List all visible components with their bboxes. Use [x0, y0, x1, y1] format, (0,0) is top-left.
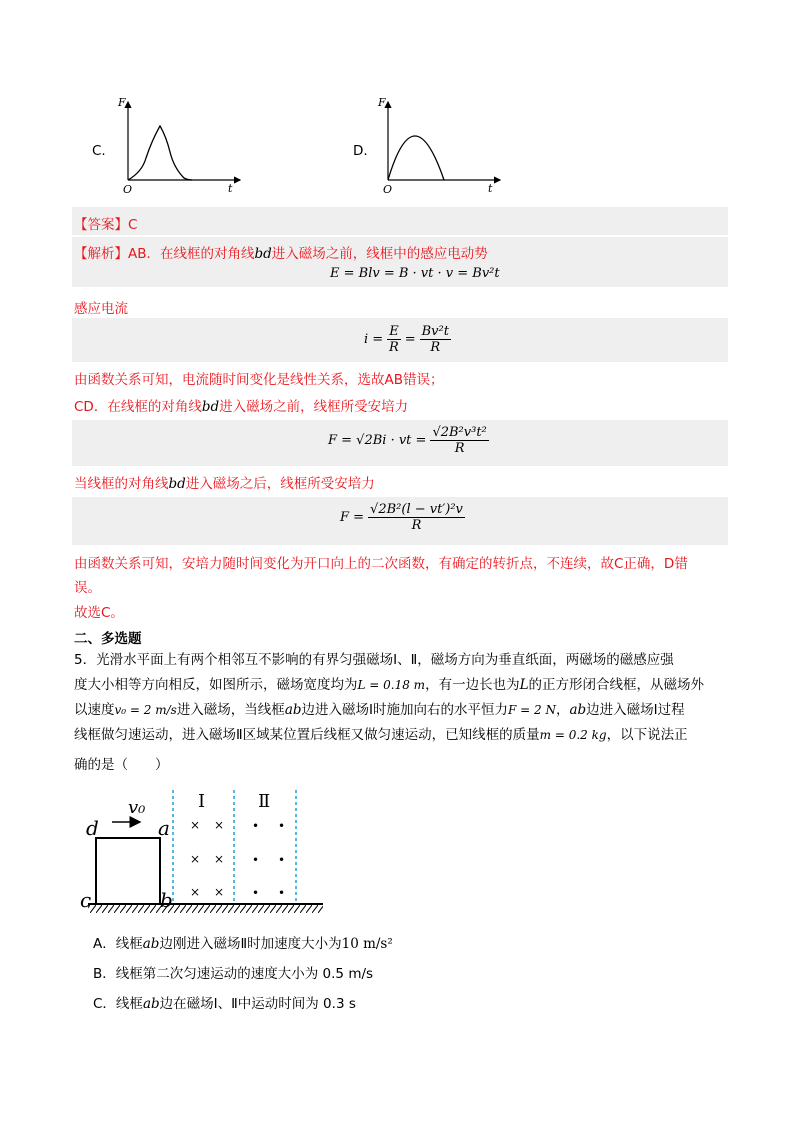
analysis-line-cd: CD．在线框的对角线bd进入磁场之前，线框所受安培力 — [74, 399, 409, 415]
option-a[interactable]: A．线框ab边刚进入磁场Ⅱ时加速度大小为10 m/s² — [93, 936, 393, 952]
corner-a: a — [158, 816, 170, 840]
conclusion-ab: 由函数关系可知，电流随时间变化是线性关系，选故AB错误； — [74, 372, 444, 388]
cross-mark: × — [214, 818, 225, 832]
q5-line-5: 确的是（ ） — [74, 757, 169, 773]
option-b[interactable]: B．线框第二次匀速运动的速度大小为 0.5 m/s — [93, 966, 374, 982]
graph-d — [370, 92, 510, 197]
region-2-label: Ⅱ — [258, 791, 271, 812]
origin-label: O — [383, 183, 393, 196]
conclusion-cd-1: 由函数关系可知，安培力随时间变化为开口向上的二次函数，有确定的转折点，不连续，故C正确，D错 — [74, 556, 688, 572]
origin-label: O — [123, 183, 133, 196]
cross-mark: × — [214, 852, 225, 866]
section-title: 二、多选题 — [74, 631, 142, 647]
corner-c: c — [80, 888, 92, 912]
conclusion-cd-2: 误。 — [74, 580, 101, 596]
cross-mark: × — [214, 885, 225, 899]
dot-mark: • — [252, 819, 260, 833]
curve-c — [128, 126, 192, 180]
equation-force-before: F = √2Bi · vt = $\frac{\text{√2B²v³t²}}{R}$ — [328, 425, 487, 456]
analysis-line-after: 当线框的对角线bd进入磁场之后，线框所受安培力 — [74, 476, 375, 492]
equation-emf: E = Blv = B · vt · v = Bv²t — [330, 266, 500, 281]
analysis-line-1: 【解析】AB．在线框的对角线bd进入磁场之前，线框中的感应电动势 — [74, 246, 488, 262]
option-c[interactable]: C．线框ab边在磁场Ⅰ、Ⅱ中运动时间为 0.3 s — [93, 996, 356, 1012]
curve-d — [388, 136, 444, 180]
axis-x-label: t — [228, 182, 233, 195]
q5-line-1: 5．光滑水平面上有两个相邻互不影响的有界匀强磁场Ⅰ、Ⅱ，磁场方向为垂直纸面，两磁场的磁感应强 — [74, 652, 674, 668]
answer-value: C — [128, 217, 138, 233]
equation-force-after: F = $\frac{\text{√2B²(l − vt′)²v}}{R}$ — [340, 502, 463, 533]
corner-d: d — [86, 816, 99, 840]
answer-line — [74, 213, 137, 233]
q5-line-2: 度大小相等方向相反，如图所示，磁场宽度均为L = 0.18 m，有一边长也为L的正方形闭合线框，从磁场外 — [74, 677, 705, 693]
option-d-label: D. — [353, 143, 368, 159]
field-into-page — [190, 818, 224, 899]
option-c-label: C. — [92, 143, 106, 159]
analysis-tag: 【解析】 — [74, 246, 128, 262]
magnetic-field-figure — [78, 785, 328, 920]
ground-hatch — [88, 905, 323, 913]
axis-x-label: t — [488, 182, 493, 195]
dot-mark: • — [278, 886, 286, 900]
answer-bg — [72, 207, 728, 235]
dot-mark: • — [278, 819, 286, 833]
cross-mark: × — [190, 818, 201, 832]
fraction-bv2t-r: $\frac{\text{Bv²t}}{R}$ — [421, 324, 449, 355]
final-choice: 故选C。 — [74, 605, 124, 621]
cross-mark: × — [190, 885, 201, 899]
q5-line-3: 以速度v₀ = 2 m/s进入磁场，当线框ab边进入磁场Ⅰ时施加向右的水平恒力F = 2 N，ab边进入磁场Ⅰ过程 — [74, 702, 685, 718]
induced-current-label: 感应电流 — [74, 301, 128, 317]
dot-mark: • — [252, 853, 260, 867]
square-frame — [96, 838, 160, 904]
equation-current: i = $\frac{E}{R}$ = $\frac{\text{Bv²t}}{R}$ — [364, 324, 449, 355]
dot-mark: • — [252, 886, 260, 900]
region-1-label: Ⅰ — [198, 791, 206, 812]
axis-y-label: F — [378, 96, 386, 109]
fraction-e-r: $\frac{E}{R}$ — [389, 324, 399, 355]
cross-mark: × — [190, 852, 201, 866]
graph-c — [110, 92, 250, 197]
corner-b: b — [160, 888, 173, 912]
v0-label: v₀ — [128, 797, 146, 818]
dot-mark: • — [278, 853, 286, 867]
axis-y-label: F — [118, 96, 126, 109]
q5-line-4: 线框做匀速运动，进入磁场Ⅱ区域某位置后线框又做匀速运动，已知线框的质量m = 0.2 kg，以下说法正 — [74, 727, 688, 743]
field-out-of-page — [252, 819, 285, 900]
answer-tag: 【答案】 — [74, 217, 128, 233]
